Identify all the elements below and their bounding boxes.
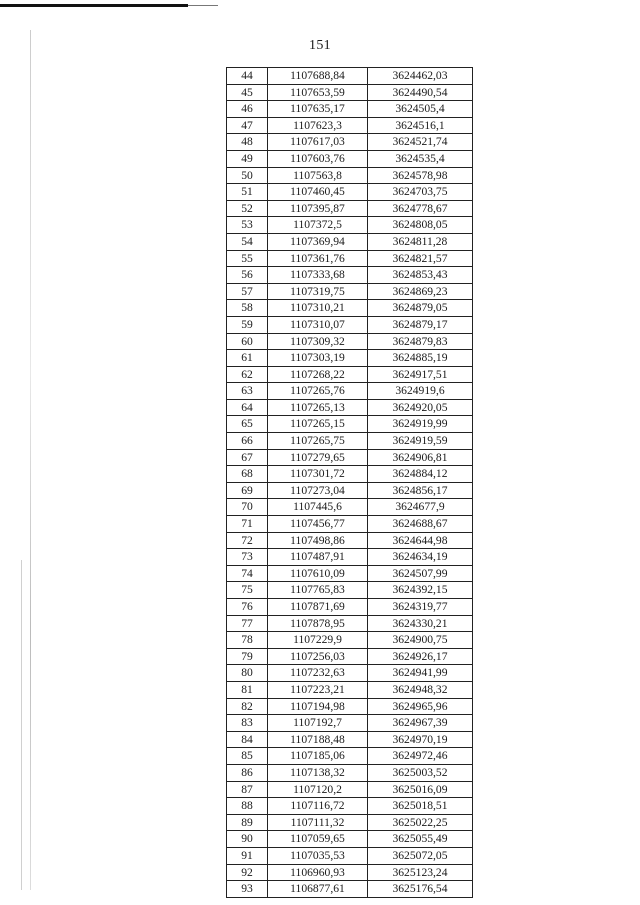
x-coordinate-cell: 1107487,91 [268,549,368,566]
table-row [227,698,473,715]
table-row [227,350,473,367]
y-coordinate-cell: 3624330,21 [368,615,473,632]
y-coordinate-cell: 3624900,75 [368,632,473,649]
point-number-cell: 62 [227,366,268,383]
point-number-cell: 46 [227,101,268,118]
coordinates-table-body [227,68,473,898]
table-row [227,383,473,400]
point-number-cell: 87 [227,781,268,798]
point-number-cell: 81 [227,681,268,698]
y-coordinate-cell: 3624919,59 [368,433,473,450]
x-coordinate-cell: 1107395,87 [268,200,368,217]
x-coordinate-cell: 1107268,22 [268,366,368,383]
x-coordinate-cell: 1107333,68 [268,267,368,284]
table-row [227,184,473,201]
x-coordinate-cell: 1107265,13 [268,399,368,416]
x-coordinate-cell: 1107361,76 [268,250,368,267]
x-coordinate-cell: 1107460,45 [268,184,368,201]
table-row [227,466,473,483]
y-coordinate-cell: 3625176,54 [368,881,473,898]
point-number-cell: 50 [227,167,268,184]
point-number-cell: 54 [227,233,268,250]
y-coordinate-cell: 3624853,43 [368,267,473,284]
table-row [227,150,473,167]
point-number-cell: 93 [227,881,268,898]
point-number-cell: 57 [227,283,268,300]
top-rule-line [0,4,188,7]
y-coordinate-cell: 3624634,19 [368,549,473,566]
y-coordinate-cell: 3624884,12 [368,466,473,483]
table-row [227,632,473,649]
table-row [227,316,473,333]
y-coordinate-cell: 3624926,17 [368,648,473,665]
x-coordinate-cell: 1107265,75 [268,433,368,450]
x-coordinate-cell: 1107456,77 [268,516,368,533]
y-coordinate-cell: 3624521,74 [368,134,473,151]
y-coordinate-cell: 3624811,28 [368,233,473,250]
x-coordinate-cell: 1107194,98 [268,698,368,715]
x-coordinate-cell: 1107229,9 [268,632,368,649]
table-row [227,366,473,383]
point-number-cell: 71 [227,516,268,533]
y-coordinate-cell: 3624879,17 [368,316,473,333]
y-coordinate-cell: 3624941,99 [368,665,473,682]
y-coordinate-cell: 3624906,81 [368,449,473,466]
y-coordinate-cell: 3625003,52 [368,764,473,781]
x-coordinate-cell: 1107303,19 [268,350,368,367]
y-coordinate-cell: 3625018,51 [368,798,473,815]
point-number-cell: 59 [227,316,268,333]
point-number-cell: 72 [227,532,268,549]
table-row [227,831,473,848]
point-number-cell: 65 [227,416,268,433]
x-coordinate-cell: 1107279,65 [268,449,368,466]
x-coordinate-cell: 1107265,15 [268,416,368,433]
table-row [227,300,473,317]
y-coordinate-cell: 3625072,05 [368,847,473,864]
y-coordinate-cell: 3624677,9 [368,499,473,516]
point-number-cell: 79 [227,648,268,665]
table-row [227,68,473,85]
x-coordinate-cell: 1107871,69 [268,599,368,616]
y-coordinate-cell: 3624703,75 [368,184,473,201]
x-coordinate-cell: 1107617,03 [268,134,368,151]
x-coordinate-cell: 1107623,3 [268,117,368,134]
point-number-cell: 78 [227,632,268,649]
point-number-cell: 82 [227,698,268,715]
table-row [227,748,473,765]
point-number-cell: 91 [227,847,268,864]
point-number-cell: 68 [227,466,268,483]
x-coordinate-cell: 1107310,07 [268,316,368,333]
y-coordinate-cell: 3624879,83 [368,333,473,350]
point-number-cell: 69 [227,482,268,499]
table-row [227,582,473,599]
x-coordinate-cell: 1107369,94 [268,233,368,250]
x-coordinate-cell: 1107223,21 [268,681,368,698]
point-number-cell: 48 [227,134,268,151]
y-coordinate-cell: 3624821,57 [368,250,473,267]
y-coordinate-cell: 3624919,6 [368,383,473,400]
point-number-cell: 58 [227,300,268,317]
x-coordinate-cell: 1107035,53 [268,847,368,864]
table-row [227,681,473,698]
table-row [227,482,473,499]
point-number-cell: 86 [227,764,268,781]
y-coordinate-cell: 3624505,4 [368,101,473,118]
table-row [227,781,473,798]
y-coordinate-cell: 3625055,49 [368,831,473,848]
scan-margin-line-2 [21,560,22,890]
point-number-cell: 55 [227,250,268,267]
point-number-cell: 89 [227,814,268,831]
table-row [227,814,473,831]
x-coordinate-cell: 1107372,5 [268,217,368,234]
scan-margin-line [30,30,31,890]
table-row [227,864,473,881]
table-row [227,416,473,433]
x-coordinate-cell: 1107265,76 [268,383,368,400]
y-coordinate-cell: 3624967,39 [368,715,473,732]
x-coordinate-cell: 1107256,03 [268,648,368,665]
table-row [227,84,473,101]
x-coordinate-cell: 1107273,04 [268,482,368,499]
table-row [227,549,473,566]
point-number-cell: 61 [227,350,268,367]
table-row [227,217,473,234]
x-coordinate-cell: 1107688,84 [268,68,368,85]
point-number-cell: 76 [227,599,268,616]
table-row [227,449,473,466]
x-coordinate-cell: 1107309,32 [268,333,368,350]
x-coordinate-cell: 1107116,72 [268,798,368,815]
x-coordinate-cell: 1107111,32 [268,814,368,831]
x-coordinate-cell: 1107319,75 [268,283,368,300]
y-coordinate-cell: 3625016,09 [368,781,473,798]
y-coordinate-cell: 3624535,4 [368,150,473,167]
point-number-cell: 77 [227,615,268,632]
table-row [227,599,473,616]
x-coordinate-cell: 1107120,2 [268,781,368,798]
table-row [227,333,473,350]
x-coordinate-cell: 1107765,83 [268,582,368,599]
y-coordinate-cell: 3624778,67 [368,200,473,217]
y-coordinate-cell: 3624970,19 [368,731,473,748]
y-coordinate-cell: 3624688,67 [368,516,473,533]
y-coordinate-cell: 3624948,32 [368,681,473,698]
table-row [227,665,473,682]
point-number-cell: 80 [227,665,268,682]
point-number-cell: 56 [227,267,268,284]
y-coordinate-cell: 3624462,03 [368,68,473,85]
x-coordinate-cell: 1107878,95 [268,615,368,632]
x-coordinate-cell: 1107610,09 [268,565,368,582]
y-coordinate-cell: 3624578,98 [368,167,473,184]
x-coordinate-cell: 1107301,72 [268,466,368,483]
point-number-cell: 53 [227,217,268,234]
y-coordinate-cell: 3625022,25 [368,814,473,831]
point-number-cell: 45 [227,84,268,101]
table-row [227,847,473,864]
table-row [227,516,473,533]
table-row [227,267,473,284]
table-row [227,715,473,732]
table-row [227,117,473,134]
y-coordinate-cell: 3624392,15 [368,582,473,599]
y-coordinate-cell: 3624879,05 [368,300,473,317]
table-row [227,764,473,781]
table-row [227,200,473,217]
table-row [227,648,473,665]
page-number: 151 [309,38,331,53]
top-rule-line-thin [188,5,218,6]
y-coordinate-cell: 3624869,23 [368,283,473,300]
table-row [227,433,473,450]
x-coordinate-cell: 1107445,6 [268,499,368,516]
point-number-cell: 66 [227,433,268,450]
point-number-cell: 90 [227,831,268,848]
table-row [227,134,473,151]
table-row [227,615,473,632]
x-coordinate-cell: 1107635,17 [268,101,368,118]
y-coordinate-cell: 3624644,98 [368,532,473,549]
x-coordinate-cell: 1106877,61 [268,881,368,898]
point-number-cell: 44 [227,68,268,85]
table-row [227,101,473,118]
y-coordinate-cell: 3624856,17 [368,482,473,499]
x-coordinate-cell: 1107603,76 [268,150,368,167]
point-number-cell: 85 [227,748,268,765]
point-number-cell: 52 [227,200,268,217]
x-coordinate-cell: 1107563,8 [268,167,368,184]
x-coordinate-cell: 1107232,63 [268,665,368,682]
point-number-cell: 51 [227,184,268,201]
point-number-cell: 70 [227,499,268,516]
point-number-cell: 60 [227,333,268,350]
y-coordinate-cell: 3624507,99 [368,565,473,582]
x-coordinate-cell: 1107310,21 [268,300,368,317]
point-number-cell: 84 [227,731,268,748]
x-coordinate-cell: 1107188,48 [268,731,368,748]
x-coordinate-cell: 1107192,7 [268,715,368,732]
y-coordinate-cell: 3624516,1 [368,117,473,134]
table-row [227,250,473,267]
x-coordinate-cell: 1106960,93 [268,864,368,881]
table-row [227,532,473,549]
x-coordinate-cell: 1107138,32 [268,764,368,781]
table-row [227,798,473,815]
point-number-cell: 64 [227,399,268,416]
y-coordinate-cell: 3624919,99 [368,416,473,433]
y-coordinate-cell: 3624319,77 [368,599,473,616]
point-number-cell: 83 [227,715,268,732]
point-number-cell: 88 [227,798,268,815]
point-number-cell: 73 [227,549,268,566]
table-row [227,499,473,516]
x-coordinate-cell: 1107498,86 [268,532,368,549]
x-coordinate-cell: 1107185,06 [268,748,368,765]
point-number-cell: 74 [227,565,268,582]
point-number-cell: 63 [227,383,268,400]
x-coordinate-cell: 1107059,65 [268,831,368,848]
x-coordinate-cell: 1107653,59 [268,84,368,101]
table-row [227,233,473,250]
table-row [227,731,473,748]
y-coordinate-cell: 3624808,05 [368,217,473,234]
table-row [227,399,473,416]
point-number-cell: 75 [227,582,268,599]
table-row [227,167,473,184]
y-coordinate-cell: 3624965,96 [368,698,473,715]
y-coordinate-cell: 3625123,24 [368,864,473,881]
point-number-cell: 47 [227,117,268,134]
table-row [227,881,473,898]
table-row [227,565,473,582]
coordinates-table [226,67,473,898]
point-number-cell: 92 [227,864,268,881]
y-coordinate-cell: 3624917,51 [368,366,473,383]
y-coordinate-cell: 3624920,05 [368,399,473,416]
y-coordinate-cell: 3624972,46 [368,748,473,765]
table-row [227,283,473,300]
point-number-cell: 49 [227,150,268,167]
y-coordinate-cell: 3624885,19 [368,350,473,367]
point-number-cell: 67 [227,449,268,466]
y-coordinate-cell: 3624490,54 [368,84,473,101]
